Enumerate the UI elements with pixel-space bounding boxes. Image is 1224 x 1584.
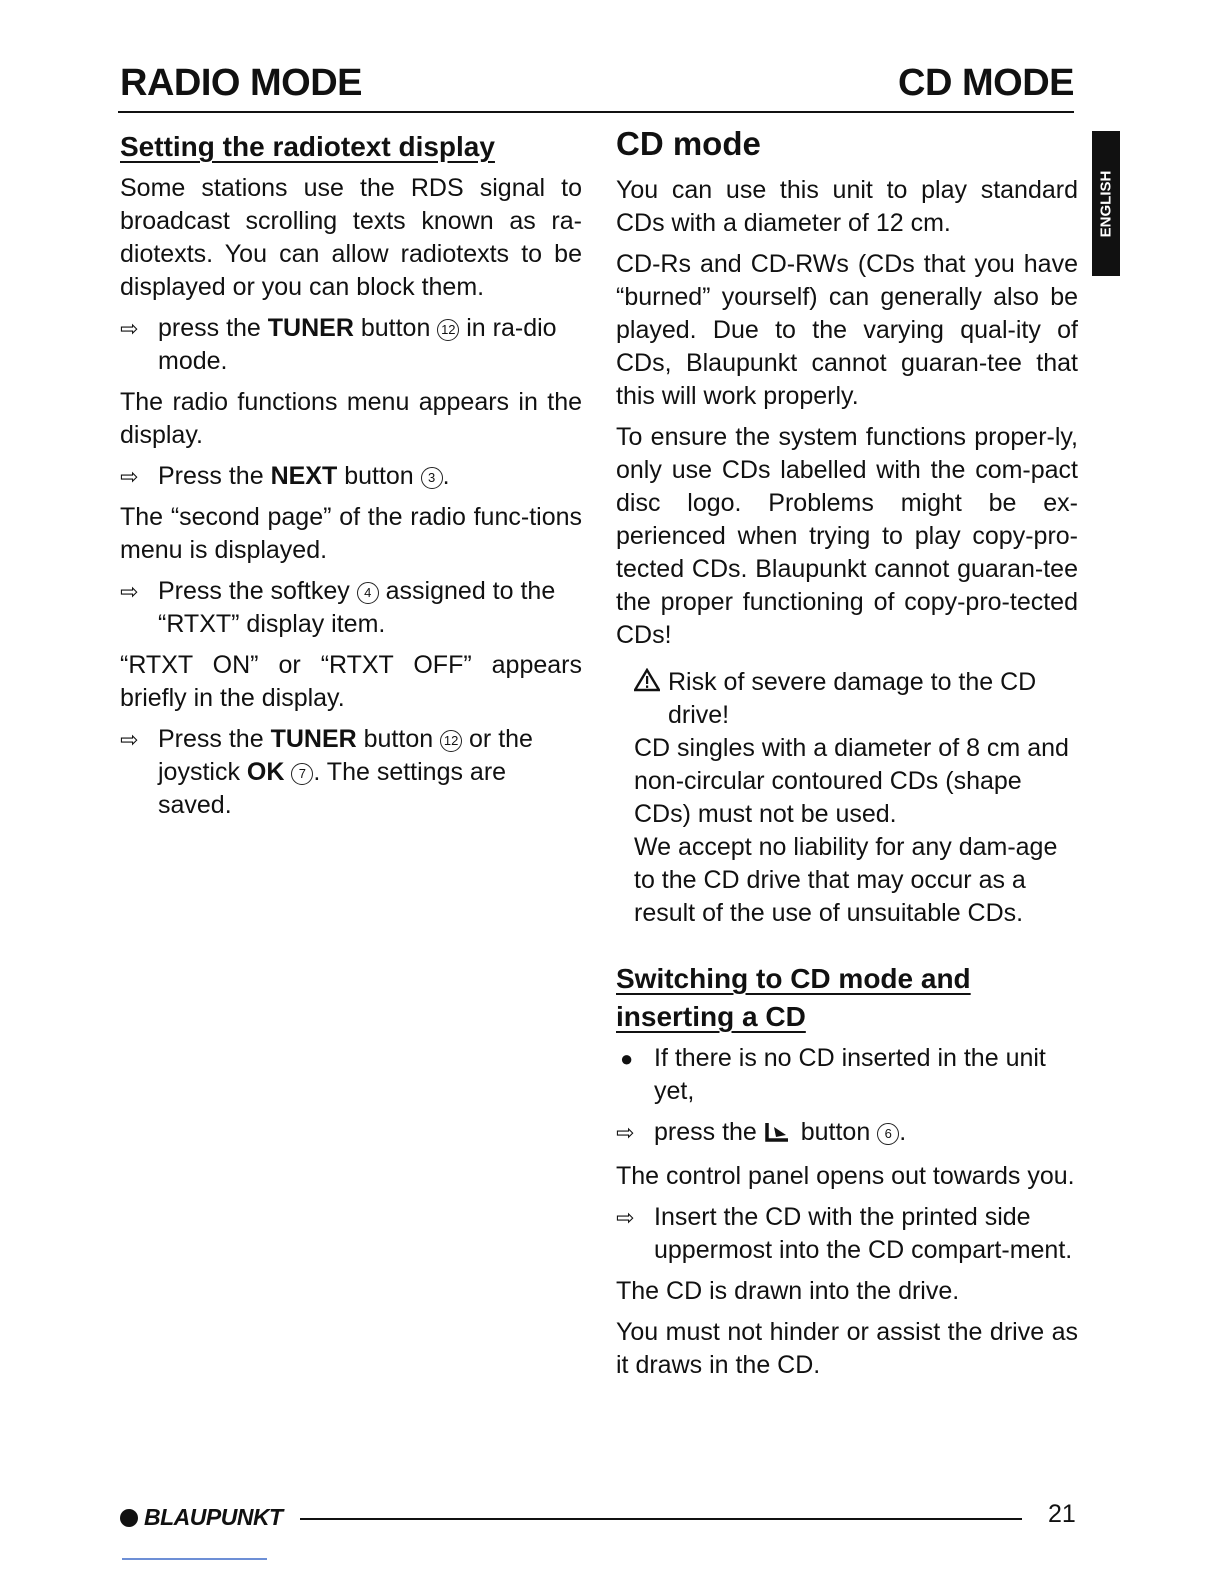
- instruction-step: [120, 723, 582, 822]
- step-text: . The settings are saved.: [158, 758, 507, 819]
- button-number-badge: 7: [291, 763, 313, 785]
- warning-text: CD singles with a diameter of 8 cm and non-circular contoured CDs (shape CDs) must not be used.: [634, 734, 1069, 828]
- section-heading-cd-mode: CD mode: [616, 125, 761, 162]
- step-text: press the: [654, 1118, 764, 1146]
- button-number-badge: 6: [877, 1123, 899, 1145]
- button-number-badge: 12: [437, 319, 459, 341]
- warning-title: [634, 666, 1078, 732]
- arrow-right-icon: ⇨: [120, 579, 139, 604]
- button-number-badge: 4: [357, 582, 379, 604]
- step-text: Press the: [158, 462, 271, 490]
- header-rule: [118, 111, 1074, 113]
- arrow-right-icon: ⇨: [616, 1120, 635, 1145]
- footer-rule: [300, 1518, 1022, 1520]
- paragraph: Some stations use the RDS signal to broadcast scrolling texts known as ra-diotexts. You can allow radiotexts to be displayed or you can block them.: [120, 174, 582, 301]
- step-text: button: [356, 725, 441, 753]
- step-text: .: [442, 462, 450, 490]
- page-header-right: CD MODE: [898, 62, 1074, 104]
- section-heading-radiotext: Setting the radiotext display: [120, 131, 495, 162]
- paragraph: CD-Rs and CD-RWs (CDs that you have “burned” yourself) can generally also be played. Due to the varying qual-ity of CDs, Blaupunkt cannot guaran-tee that this will work properly.: [616, 250, 1078, 410]
- paragraph: To ensure the system functions proper-ly, only use CDs labelled with the com-pact disc logo. Problems might be ex-perienced when trying to play copy-pro-tected CDs. Blaupunkt cannot guaran-tee the proper functioning of copy-pro-tected CDs!: [616, 423, 1078, 649]
- button-number-badge: 3: [421, 467, 443, 489]
- paragraph: The radio functions menu appears in the display.: [120, 388, 582, 449]
- instruction-step: [616, 1201, 1078, 1267]
- arrow-right-icon: ⇨: [120, 316, 139, 341]
- button-name: TUNER: [270, 725, 357, 753]
- step-text: assigned to the “RTXT” display item.: [158, 577, 556, 638]
- arrow-right-icon: ⇨: [120, 727, 139, 752]
- warning-text: We accept no liability for any dam-age to the CD drive that may occur as a result of the use of unsuitable CDs.: [634, 833, 1058, 927]
- bullet-item: [616, 1042, 1078, 1108]
- warning-box: [634, 666, 1078, 930]
- step-text: press the: [158, 314, 268, 342]
- page-number: 21: [1048, 1500, 1076, 1528]
- right-column: [616, 124, 1078, 1390]
- bullet-icon: ●: [620, 1046, 634, 1071]
- button-name: TUNER: [267, 314, 354, 342]
- language-tab-label: ENGLISH: [1097, 170, 1115, 237]
- page-header-left: RADIO MODE: [120, 62, 362, 104]
- paragraph: The CD is drawn into the drive.: [616, 1277, 960, 1305]
- step-text: Insert the CD with the printed side uppermost into the CD compart-ment.: [654, 1203, 1073, 1264]
- warning-title-text: Risk of severe damage to the CD drive!: [668, 668, 1037, 729]
- paragraph: The control panel opens out towards you.: [616, 1162, 1075, 1190]
- brand-logo: [120, 1504, 283, 1531]
- brand-dot-icon: [120, 1509, 138, 1527]
- paragraph: You can use this unit to play standard CDs with a diameter of 12 cm.: [616, 176, 1078, 237]
- instruction-step: [120, 312, 582, 378]
- instruction-step: [616, 1116, 1078, 1152]
- brand-name: BLAUPUNKT: [144, 1504, 283, 1530]
- paragraph: You must not hinder or assist the drive as it draws in the CD.: [616, 1318, 1078, 1379]
- step-text: .: [899, 1118, 907, 1146]
- arrow-right-icon: ⇨: [616, 1205, 635, 1230]
- language-tab: [1092, 131, 1120, 276]
- warning-triangle-icon: [634, 668, 660, 701]
- step-text: button: [793, 1118, 878, 1146]
- left-column: [120, 124, 582, 830]
- step-text: button: [353, 314, 438, 342]
- step-text: Press the softkey: [158, 577, 357, 605]
- eject-icon: [764, 1119, 794, 1152]
- bullet-text: If there is no CD inserted in the unit yet,: [654, 1044, 1046, 1105]
- instruction-step: [120, 460, 582, 493]
- step-text: button: [337, 462, 421, 490]
- paragraph: “RTXT ON” or “RTXT OFF” appears briefly in the display.: [120, 651, 582, 712]
- arrow-right-icon: ⇨: [120, 464, 139, 489]
- section-heading-switching: Switching to CD mode and inserting a CD: [616, 963, 971, 1032]
- instruction-step: [120, 575, 582, 641]
- button-name: NEXT: [270, 462, 338, 490]
- paragraph: The “second page” of the radio func-tions menu is displayed.: [120, 503, 582, 564]
- step-text: Press the: [158, 725, 271, 753]
- button-number-badge: 12: [440, 730, 462, 752]
- button-name: OK: [246, 758, 285, 786]
- bottom-divider: [122, 1558, 267, 1560]
- step-text: in ra-dio mode.: [158, 314, 557, 375]
- step-text: or the joystick: [158, 725, 533, 786]
